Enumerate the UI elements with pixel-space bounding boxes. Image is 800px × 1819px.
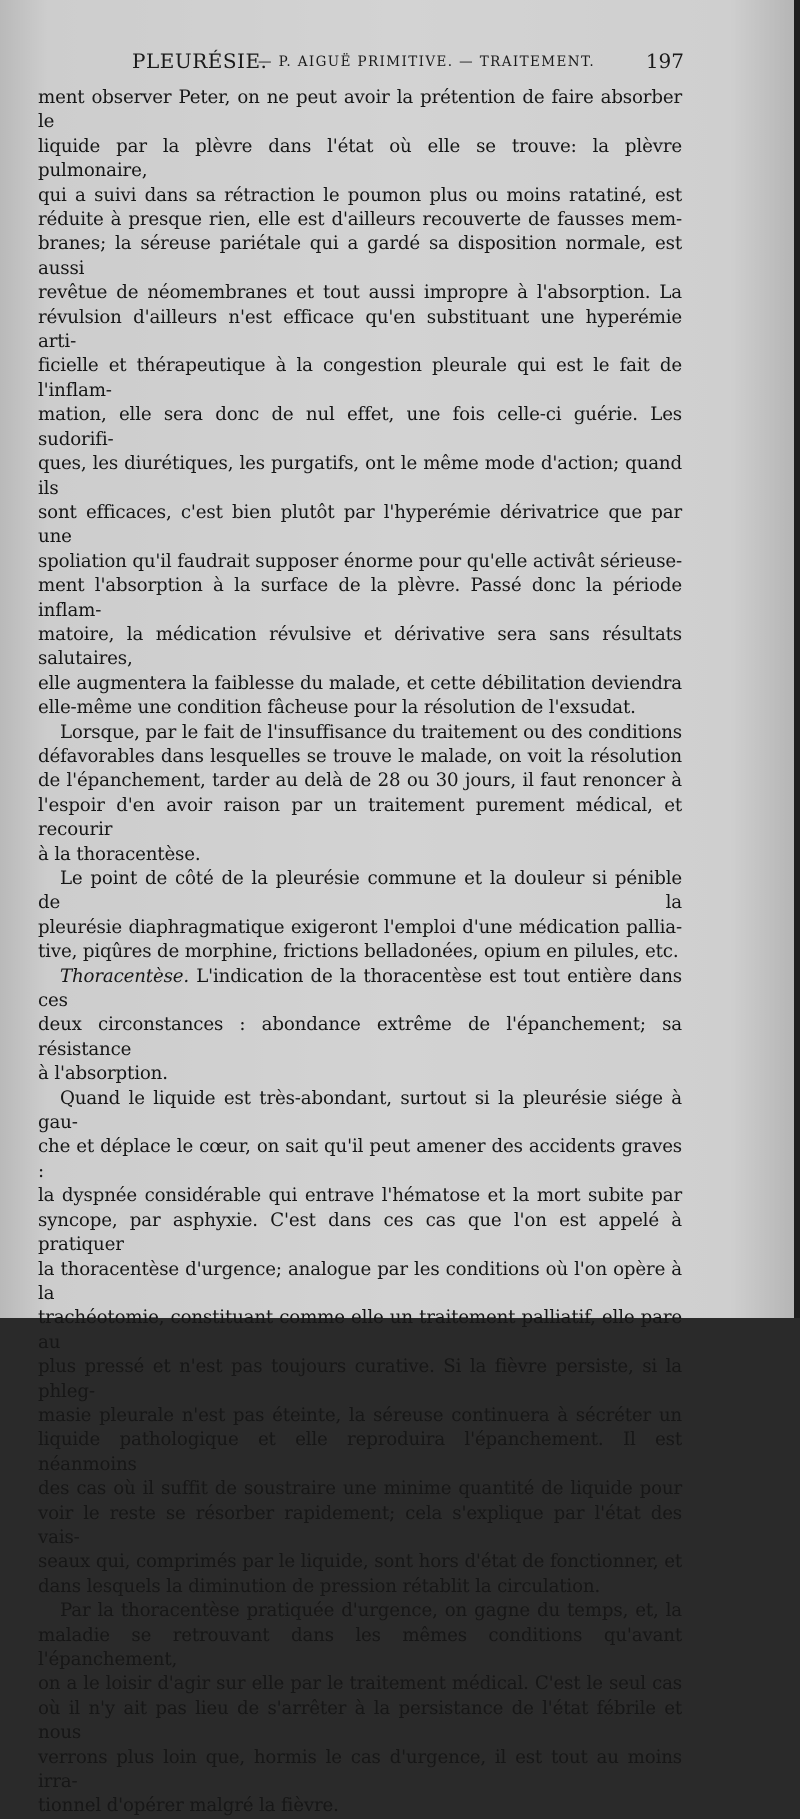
text-line: réduite à presque rien, elle est d'ailleurs recouverte de fausses mem- bbox=[38, 209, 682, 231]
text-line: la thoracentèse d'urgence; analogue par les conditions où l'on opère à la bbox=[38, 1258, 682, 1304]
text-line: sont efficaces, c'est bien plutôt par l'hyperémie dérivatrice que par une bbox=[38, 501, 682, 548]
text-line: plus pressé et n'est pas toujours curative. Si la fièvre persiste, si la phleg- bbox=[38, 1356, 682, 1402]
text-line: trachéotomie, constituant comme elle un traitement palliatif, elle pare au bbox=[38, 1307, 682, 1353]
paragraph bbox=[38, 721, 682, 867]
text-line: revêtue de néomembranes et tout aussi impropre à l'absorption. La bbox=[38, 282, 682, 304]
page-number: 197 bbox=[645, 49, 684, 73]
text-line: Par la thoracentèse pratiquée d'urgence, on gagne du temps, et, la bbox=[60, 1600, 682, 1622]
text-line: pleurésie diaphragmatique exigeront l'emploi d'une médication pallia- bbox=[38, 916, 682, 938]
text-line: ques, les diurétiques, les purgatifs, ont le même mode d'action; quand ils bbox=[38, 453, 682, 499]
paragraph bbox=[38, 1599, 682, 1819]
text-line: ment l'absorption à la surface de la plèvre. Passé donc la période inflam- bbox=[38, 575, 682, 621]
text-line: Lorsque, par le fait de l'insuffisance du traitement ou des conditions bbox=[60, 721, 682, 743]
paragraph bbox=[38, 1087, 682, 1600]
text-line: défavorables dans lesquelles se trouve le malade, on voit la résolution bbox=[38, 745, 682, 767]
text-line: où il n'y ait pas lieu de s'arrêter à la persistance de l'état fébrile et nous bbox=[38, 1697, 682, 1744]
scan-right-edge bbox=[794, 0, 800, 1318]
paragraph bbox=[38, 965, 682, 1087]
text-line: dans lesquels la diminution de pression rétablit la circulation. bbox=[38, 1575, 601, 1597]
text-line: verrons plus loin que, hormis le cas d'urgence, il est tout au moins irra- bbox=[38, 1746, 682, 1793]
paragraph bbox=[38, 867, 682, 965]
text-line: elle augmentera la faiblesse du malade, et cette débilitation deviendra bbox=[38, 672, 682, 694]
text-line: qui a suivi dans sa rétraction le poumon plus ou moins ratatiné, est bbox=[38, 184, 682, 206]
text-line: la dyspnée considérable qui entrave l'hématose et la mort subite par bbox=[38, 1185, 682, 1207]
text-line: tionnel d'opérer malgré la fièvre. bbox=[38, 1795, 339, 1817]
text-line: tive, piqûres de morphine, frictions belladonées, opium en pilules, etc. bbox=[38, 941, 679, 963]
text-line: seaux qui, comprimés par le liquide, sont hors d'état de fonctionner, et bbox=[38, 1551, 682, 1573]
text-line: maladie se retrouvant dans les mêmes conditions qu'avant l'épanchement, bbox=[38, 1624, 682, 1670]
text-line: che et déplace le cœur, on sait qu'il peut amener des accidents graves : bbox=[38, 1136, 682, 1182]
text-span: L'indication de la thoracentèse est tout entière dans ces bbox=[38, 965, 682, 1012]
running-head-subtitle: — P. AIGUË PRIMITIVE. — TRAITEMENT. bbox=[258, 54, 596, 70]
running-head bbox=[40, 47, 684, 77]
body-text bbox=[38, 86, 682, 1819]
text-line: liquide par la plèvre dans l'état où elle se trouve: la plèvre pulmonaire, bbox=[38, 135, 682, 182]
running-head-title: PLEURÉSIE. bbox=[132, 49, 268, 73]
text-line: deux circonstances : abondance extrême de l'épanchement; sa résistance bbox=[38, 1014, 682, 1060]
text-line: syncope, par asphyxie. C'est dans ces cas que l'on est appelé à pratiquer bbox=[38, 1209, 682, 1256]
text-line: voir le reste se résorber rapidement; cela s'explique par l'état des vais- bbox=[38, 1502, 682, 1548]
text-line: spoliation qu'il faudrait supposer énorme pour qu'elle activât sérieuse- bbox=[38, 550, 682, 572]
text-line: Le point de côté de la pleurésie commune et la douleur si pénible de la bbox=[38, 868, 682, 914]
text-line: branes; la séreuse pariétale qui a gardé sa disposition normale, est aussi bbox=[38, 233, 682, 279]
paragraph bbox=[38, 86, 682, 721]
text-line: elle-même une condition fâcheuse pour la résolution de l'exsudat. bbox=[38, 697, 636, 719]
text-line: l'espoir d'en avoir raison par un traitement purement médical, et recourir bbox=[38, 794, 682, 841]
text-line: de l'épanchement, tarder au delà de 28 ou 30 jours, il faut renoncer à bbox=[38, 770, 682, 792]
text-line: Quand le liquide est très-abondant, surtout si la pleurésie siége à gau- bbox=[38, 1087, 682, 1134]
section-heading-italic: Thoracentèse. bbox=[60, 965, 189, 987]
text-line: révulsion d'ailleurs n'est efficace qu'en substituant une hyperémie arti- bbox=[38, 306, 682, 353]
text-line: à la thoracentèse. bbox=[38, 843, 201, 865]
text-line: matoire, la médication révulsive et dérivative sera sans résultats salutaires, bbox=[38, 623, 682, 670]
text-line: masie pleurale n'est pas éteinte, la séreuse continuera à sécréter un bbox=[38, 1404, 682, 1426]
text-line: mation, elle sera donc de nul effet, une fois celle-ci guérie. Les sudorifi- bbox=[38, 404, 682, 450]
text-line: liquide pathologique et elle reproduira l'épanchement. Il est néanmoins bbox=[38, 1429, 682, 1475]
text-line: des cas où il suffit de soustraire une minime quantité de liquide pour bbox=[38, 1478, 682, 1500]
text-line: ficielle et thérapeutique à la congestion pleurale qui est le fait de l'inflam- bbox=[38, 355, 682, 401]
text-line: on a le loisir d'agir sur elle par le traitement médical. C'est le seul cas bbox=[38, 1673, 682, 1695]
text-line: ment observer Peter, on ne peut avoir la prétention de faire absorber le bbox=[38, 87, 682, 133]
text-line bbox=[38, 965, 682, 1014]
text-line: à l'absorption. bbox=[38, 1063, 168, 1085]
